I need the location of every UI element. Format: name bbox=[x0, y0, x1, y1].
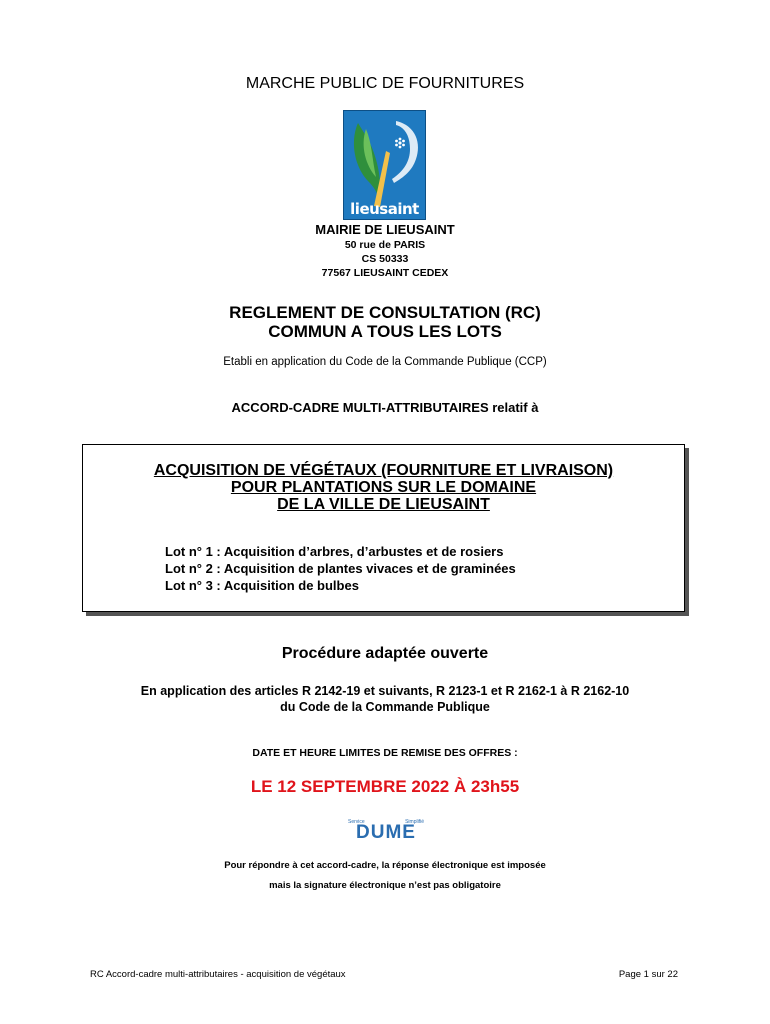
procedure-articles-line2: du Code de la Commande Publique bbox=[280, 700, 490, 714]
dume-small-right: Simplifié bbox=[405, 819, 424, 825]
established-text: Etabli en application du Code de la Commande Publique (CCP) bbox=[223, 356, 547, 368]
document-header-title: MARCHE PUBLIC DE FOURNITURES bbox=[245, 75, 525, 92]
dume-logo bbox=[346, 819, 426, 843]
lot-item: Lot n° 1 : Acquisition d’arbres, d’arbustes et de rosiers bbox=[165, 544, 504, 559]
procedure-title: Procédure adaptée ouverte bbox=[281, 645, 489, 662]
deadline-label: DATE ET HEURE LIMITES DE REMISE DES OFFRES : bbox=[252, 747, 518, 759]
subject-title-line1: ACQUISITION DE VÉGÉTAUX (FOURNITURE ET LIVRAISON) bbox=[153, 462, 614, 479]
subject-title-line2: POUR PLANTATIONS SUR LE DOMAINE bbox=[230, 479, 537, 496]
lieusaint-logo bbox=[343, 110, 426, 220]
subject-box bbox=[82, 444, 685, 612]
document-title-line1: REGLEMENT DE CONSULTATION (RC) bbox=[229, 303, 541, 322]
subject-title-line3: DE LA VILLE DE LIEUSAINT bbox=[277, 496, 490, 513]
buyer-address-line2: CS 50333 bbox=[361, 253, 409, 265]
buyer-name: MAIRIE DE LIEUSAINT bbox=[315, 222, 455, 237]
lot-item: Lot n° 3 : Acquisition de bulbes bbox=[165, 578, 359, 593]
buyer-address-line1: 50 rue de PARIS bbox=[344, 239, 426, 251]
buyer-address-line3: 77567 LIEUSAINT CEDEX bbox=[321, 267, 449, 279]
dume-small-left: Service bbox=[348, 819, 365, 825]
document-title-line2: COMMUN A TOUS LES LOTS bbox=[268, 322, 502, 341]
procedure-articles-line1: En application des articles R 2142-19 et suivants, R 2123-1 et R 2162-1 à R 2162-10 bbox=[140, 684, 630, 698]
deadline-value: LE 12 SEPTEMBRE 2022 À 23h55 bbox=[250, 777, 520, 796]
accord-cadre-text: ACCORD-CADRE MULTI-ATTRIBUTAIRES relatif à bbox=[231, 400, 539, 415]
footer-document-name: RC Accord-cadre multi-attributaires - acquisition de végétaux bbox=[90, 969, 346, 980]
dume-logo-text: DUME bbox=[356, 822, 416, 843]
response-line1: Pour répondre à cet accord-cadre, la réponse électronique est imposée bbox=[224, 860, 546, 871]
response-line2: mais la signature électronique n’est pas obligatoire bbox=[269, 880, 501, 891]
footer-page-number: Page 1 sur 22 bbox=[618, 969, 678, 980]
logo-text: lieusaint bbox=[350, 200, 419, 218]
lot-item: Lot n° 2 : Acquisition de plantes vivaces et de graminées bbox=[165, 561, 516, 576]
